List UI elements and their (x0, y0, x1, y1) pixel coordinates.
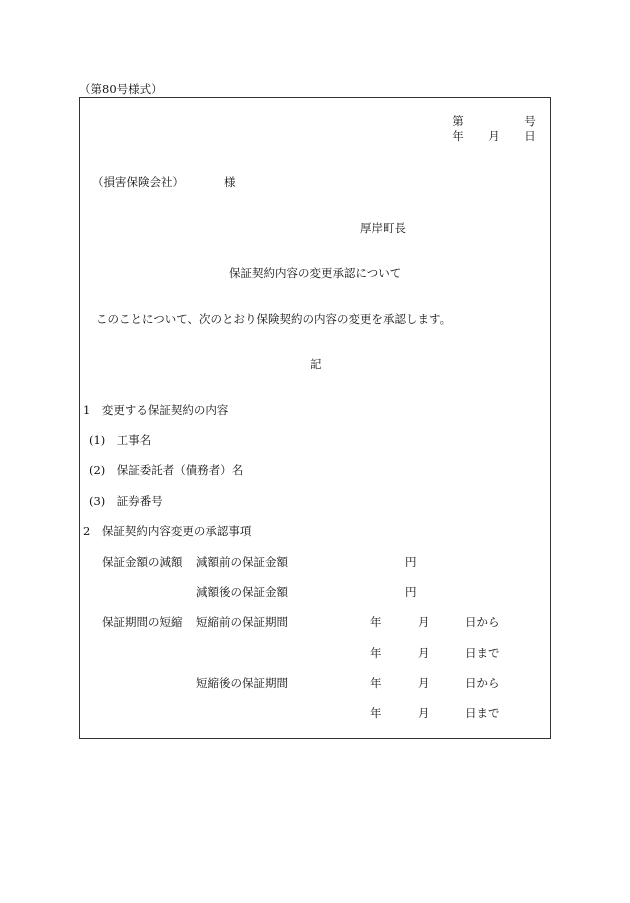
addressee-company: （損害保険会社） (92, 175, 184, 189)
date-year: 年 (452, 129, 464, 143)
period-after-label: 短縮後の保証期間 (196, 676, 288, 690)
document-title: 保証契約内容の変更承認について (229, 266, 402, 280)
amount-reduction-label: 保証金額の減額 (102, 555, 183, 569)
document-frame (79, 97, 551, 739)
amount-after-label: 減額後の保証金額 (196, 585, 288, 599)
period-before-end-month: 月 (418, 646, 430, 660)
period-before-start-year: 年 (370, 615, 382, 629)
section1-item-construction-name: (1) 工事名 (89, 433, 152, 447)
date-month: 月 (488, 129, 500, 143)
date-day: 日 (524, 129, 536, 143)
period-before-label: 短縮前の保証期間 (196, 615, 288, 629)
form-number: （第80号様式） (79, 82, 163, 96)
period-shortening-label: 保証期間の短縮 (102, 615, 183, 629)
period-after-start-month: 月 (418, 676, 430, 690)
period-before-end-year: 年 (370, 646, 382, 660)
period-after-start-year: 年 (370, 676, 382, 690)
period-before-end-day: 日まで (465, 646, 500, 660)
section1-item-certificate-number: (3) 証券番号 (89, 494, 163, 508)
period-after-end-month: 月 (418, 706, 430, 720)
amount-after-unit: 円 (405, 585, 417, 599)
addressee-honorific: 様 (224, 175, 236, 189)
body-text: このことについて、次のとおり保険契約の内容の変更を承認します。 (96, 312, 452, 326)
amount-before-unit: 円 (405, 555, 417, 569)
section1-item-obligor-name: (2) 保証委託者（債務者）名 (89, 463, 244, 477)
number-suffix: 号 (524, 114, 536, 128)
period-before-start-month: 月 (418, 615, 430, 629)
period-before-start-day: 日から (465, 615, 500, 629)
period-after-end-day: 日まで (465, 706, 500, 720)
period-after-start-day: 日から (465, 676, 500, 690)
section2-heading: 2 保証契約内容変更の承認事項 (83, 524, 252, 538)
ki-label: 記 (310, 357, 322, 371)
section1-heading: 1 変更する保証契約の内容 (83, 403, 229, 417)
period-after-end-year: 年 (370, 706, 382, 720)
number-prefix: 第 (452, 114, 464, 128)
sender: 厚岸町長 (360, 221, 406, 235)
amount-before-label: 減額前の保証金額 (196, 555, 288, 569)
